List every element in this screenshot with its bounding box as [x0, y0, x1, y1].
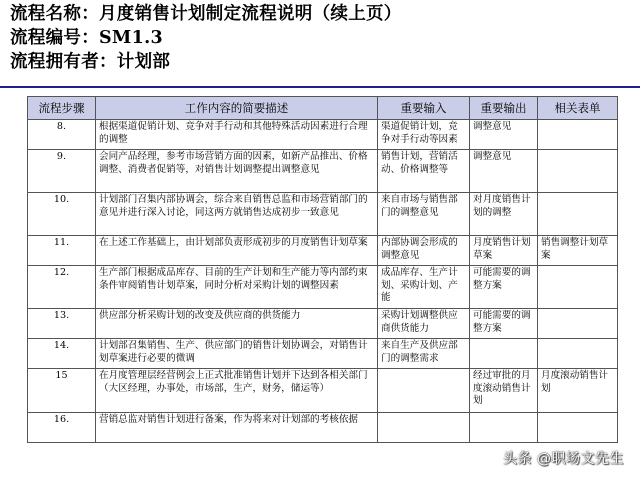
input-cell: 来自生产及供应部门的调整需求 [378, 339, 470, 369]
col-header-step: 流程步骤 [28, 97, 96, 120]
table-row [28, 120, 618, 150]
step-cell: 15 [28, 369, 96, 413]
forms-cell [538, 339, 618, 369]
table-row [28, 413, 618, 443]
description-cell: 计划部门召集内部协调会，综合来自销售总监和市场营销部门的意见并进行深入讨论，同这两方就销售达成初步一致意见 [96, 193, 378, 236]
forms-cell [538, 266, 618, 309]
table-header-row [28, 97, 618, 120]
table-row [28, 193, 618, 236]
input-cell: 来自市场与销售部门的调整意见 [378, 193, 470, 236]
col-header-output: 重要输出 [470, 97, 538, 120]
description-cell: 生产部门根据成品库存、目前的生产计划和生产能力等内部约束条件审阅销售计划草案，同时分析对采购计划的调整因素 [96, 266, 378, 309]
input-cell: 成品库存、生产计划、采购计划、产能 [378, 266, 470, 309]
col-header-input: 重要输入 [378, 97, 470, 120]
output-cell: 可能需要的调整方案 [470, 309, 538, 339]
output-cell: 经过审批的月度滚动销售计划 [470, 369, 538, 413]
step-cell: 8. [28, 120, 96, 150]
header-divider [0, 86, 640, 88]
description-cell: 营销总监对销售计划进行备案，作为将来对计划部的考核依据 [96, 413, 378, 443]
input-cell: 采购计划调整供应商供货能力 [378, 309, 470, 339]
process-code-heading: 流程编号：SM1.3 [10, 28, 163, 48]
table-row [28, 339, 618, 369]
table-row [28, 236, 618, 266]
description-cell: 在月度管理层经营例会上正式批准销售计划并下达到各相关部门（大区经理，办事处，市场部，生产，财务，储运等） [96, 369, 378, 413]
input-cell [378, 413, 470, 443]
forms-cell: 月度滚动销售计划 [538, 369, 618, 413]
process-name-heading: 流程名称：月度销售计划制定流程说明（续上页） [10, 4, 402, 24]
table-row [28, 150, 618, 193]
step-cell: 11. [28, 236, 96, 266]
output-cell [470, 339, 538, 369]
step-cell: 13. [28, 309, 96, 339]
output-cell: 对月度销售计划的调整 [470, 193, 538, 236]
step-cell: 14. [28, 339, 96, 369]
output-cell: 月度销售计划草案 [470, 236, 538, 266]
description-cell: 供应部分析采购计划的改变及供应商的供货能力 [96, 309, 378, 339]
output-cell [470, 413, 538, 443]
forms-cell [538, 150, 618, 193]
input-cell: 销售计划，营销活动、价格调整等 [378, 150, 470, 193]
forms-cell: 销售调整计划草案 [538, 236, 618, 266]
table-row [28, 309, 618, 339]
forms-cell [538, 193, 618, 236]
description-cell: 计划部召集销售、生产、供应部门的销售计划协调会，对销售计划草案进行必要的微调 [96, 339, 378, 369]
input-cell: 内部协调会形成的调整意见 [378, 236, 470, 266]
forms-cell [538, 309, 618, 339]
step-cell: 12. [28, 266, 96, 309]
forms-cell [538, 120, 618, 150]
input-cell [378, 369, 470, 413]
description-cell: 在上述工作基础上，由计划部负责形成初步的月度销售计划草案 [96, 236, 378, 266]
watermark: 头条 @职场文先生 [503, 451, 624, 467]
input-cell: 渠道促销计划，竞争对手行动等因素 [378, 120, 470, 150]
step-cell: 16. [28, 413, 96, 443]
col-header-forms: 相关表单 [538, 97, 618, 120]
col-header-description: 工作内容的简要描述 [96, 97, 378, 120]
process-owner-heading: 流程拥有者：计划部 [10, 52, 171, 72]
step-cell: 9. [28, 150, 96, 193]
description-cell: 会同产品经理，参考市场营销方面的因素，如新产品推出、价格调整、消费者促销等，对销售计划调整提出调整意见 [96, 150, 378, 193]
output-cell: 可能需要的调整方案 [470, 266, 538, 309]
step-cell: 10. [28, 193, 96, 236]
description-cell: 根据渠道促销计划、竞争对手行动和其他特殊活动因素进行合理的调整 [96, 120, 378, 150]
output-cell: 调整意见 [470, 150, 538, 193]
table-row [28, 369, 618, 413]
output-cell: 调整意见 [470, 120, 538, 150]
table-row [28, 266, 618, 309]
forms-cell [538, 413, 618, 443]
process-table [27, 96, 618, 443]
